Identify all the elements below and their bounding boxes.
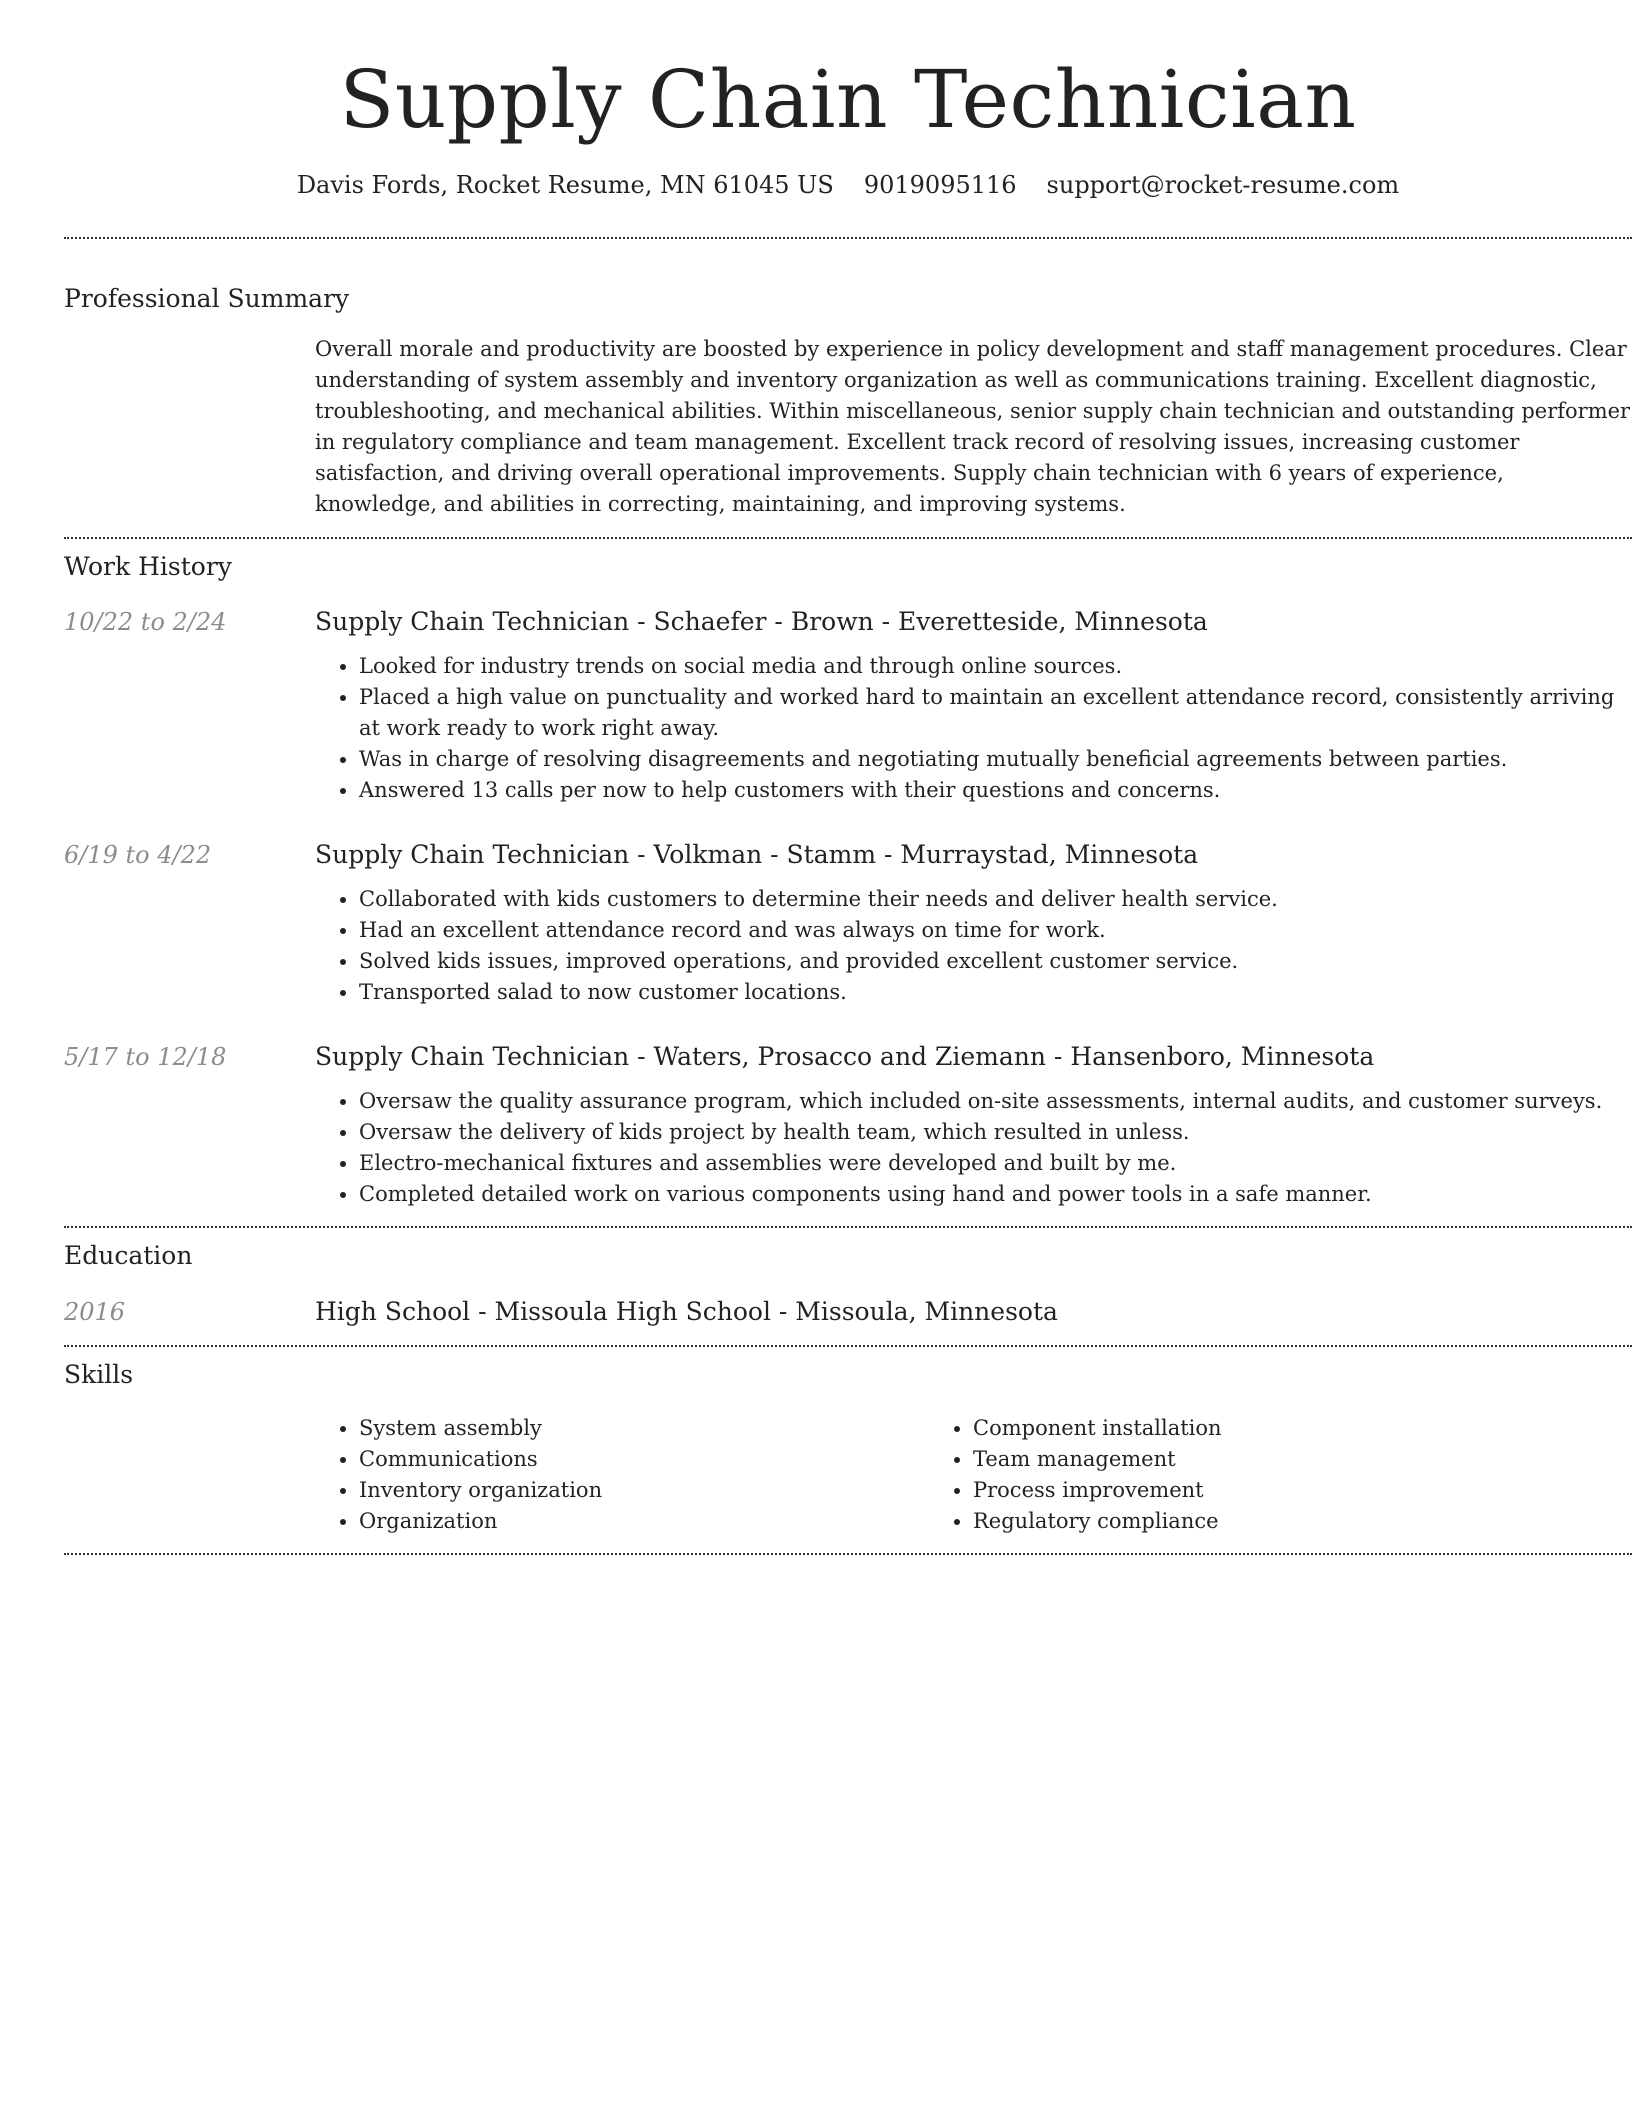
skills-columns	[315, 1413, 1632, 1537]
skills-row	[64, 1413, 1632, 1537]
job-entry	[64, 605, 1632, 806]
summary-row	[64, 334, 1632, 520]
work-section-title: Work History	[64, 552, 232, 581]
skills-left-gutter	[64, 1413, 315, 1537]
job-details	[315, 605, 1632, 806]
skill-item: • Process improvement	[973, 1475, 1543, 1506]
job-dates: 6/19 to 4/22	[64, 841, 212, 869]
skill-item: • Component installation	[973, 1413, 1543, 1444]
skill-item: • Regulatory compliance	[973, 1506, 1543, 1537]
section-divider	[64, 237, 1632, 239]
skill-item: • Inventory organization	[359, 1475, 929, 1506]
section-divider	[64, 1345, 1632, 1347]
section-divider	[64, 1553, 1632, 1555]
job-bullet: • Solved kids issues, improved operations, and provided excellent customer service.	[359, 946, 1632, 977]
job-heading: Supply Chain Technician - Volkman - Stamm - Murraystad, Minnesota	[315, 840, 1199, 869]
job-details	[315, 1040, 1632, 1210]
section-divider	[64, 537, 1632, 539]
job-dates: 10/22 to 2/24	[64, 608, 227, 636]
job-bullet-list	[315, 1086, 1632, 1210]
job-bullet: • Had an excellent attendance record and was always on time for work.	[359, 915, 1632, 946]
job-bullet: • Electro-mechanical fixtures and assemblies were developed and built by me.	[359, 1148, 1632, 1179]
job-bullet: • Answered 13 calls per now to help customers with their questions and concerns.	[359, 775, 1632, 806]
contact-address: Davis Fords, Rocket Resume, MN 61045 US	[296, 171, 834, 199]
candidate-name: Supply Chain Technician	[339, 53, 1357, 146]
education-year: 2016	[64, 1298, 126, 1326]
skill-item: • Team management	[973, 1444, 1543, 1475]
job-bullet: • Looked for industry trends on social media and through online sources.	[359, 651, 1632, 682]
job-bullet: • Transported salad to now customer locations.	[359, 977, 1632, 1008]
job-entry	[64, 838, 1632, 1008]
job-bullet: • Completed detailed work on various components using hand and power tools in a safe manner.	[359, 1179, 1632, 1210]
skill-item: • Communications	[359, 1444, 929, 1475]
job-heading: Supply Chain Technician - Schaefer - Brown - Everetteside, Minnesota	[315, 607, 1208, 636]
section-divider	[64, 1226, 1632, 1228]
job-bullet: • Collaborated with kids customers to determine their needs and deliver health service.	[359, 884, 1632, 915]
skill-item: • Organization	[359, 1506, 929, 1537]
job-details	[315, 838, 1632, 1008]
education-entry	[64, 1295, 1632, 1329]
job-dates: 5/17 to 12/18	[64, 1043, 227, 1071]
job-bullet-list	[315, 884, 1632, 1008]
job-bullet: • Oversaw the quality assurance program, which included on-site assessments, internal audits, and customer surveys.	[359, 1086, 1632, 1117]
contact-line	[64, 168, 1632, 202]
education-heading: High School - Missoula High School - Missoula, Minnesota	[315, 1297, 1058, 1326]
job-bullet: • Oversaw the delivery of kids project by health team, which resulted in unless.	[359, 1117, 1632, 1148]
skills-list-right	[929, 1413, 1543, 1537]
education-details	[315, 1295, 1632, 1329]
contact-phone: 9019095116	[863, 171, 1017, 199]
job-heading: Supply Chain Technician - Waters, Prosacco and Ziemann - Hansenboro, Minnesota	[315, 1042, 1375, 1071]
job-entry	[64, 1040, 1632, 1210]
education-section-title: Education	[64, 1241, 193, 1270]
resume-page	[64, 0, 1632, 1555]
contact-email: support@rocket-resume.com	[1046, 171, 1400, 199]
job-bullet: • Placed a high value on punctuality and worked hard to maintain an excellent attendance record, consistently arriving at work ready to work right away.	[359, 682, 1632, 744]
skills-section-title: Skills	[64, 1360, 134, 1389]
summary-left-gutter	[64, 334, 315, 520]
skill-item: • System assembly	[359, 1413, 929, 1444]
skills-list-left	[315, 1413, 929, 1537]
summary-body	[315, 334, 1632, 520]
summary-section-title: Professional Summary	[64, 284, 350, 313]
job-bullet-list	[315, 651, 1632, 806]
job-bullet: • Was in charge of resolving disagreements and negotiating mutually beneficial agreements between parties.	[359, 744, 1632, 775]
summary-text: Overall morale and productivity are boosted by experience in policy development and staff management procedures. Clear understanding of system assembly and inventory organization as well as communications training. Excellent diagnostic, troubleshooting, and mechanical abilities. Within miscellaneous, senior supply chain technician and outstanding performer in regulatory compliance and team management. Excellent track record of resolving issues, increasing customer satisfaction, and driving overall operational improvements. Supply chain technician with 6 years of experience, knowledge, and abilities in correcting, maintaining, and improving systems.	[315, 337, 1631, 516]
